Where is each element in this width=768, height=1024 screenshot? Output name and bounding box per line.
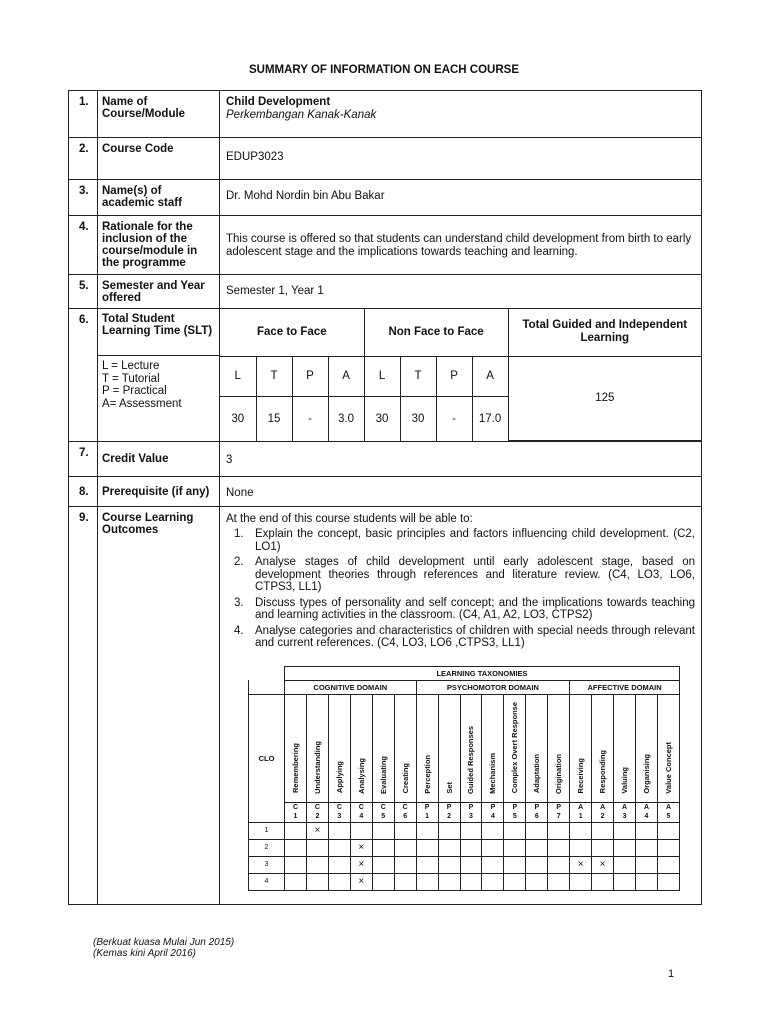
taxonomy-code: P 7: [548, 802, 570, 822]
footer-line-1: (Berkuat kuasa Mulai Jun 2015): [93, 937, 235, 948]
taxonomy-mark: ×: [350, 839, 372, 856]
taxonomy-cell: [570, 873, 592, 890]
taxonomy-cell: [657, 856, 679, 873]
outcome-item: 3. Discuss types of personality and self concept; and the implications towards teaching and learning activities in the classroom. (C4, A1, A2, LO3, CTPS2): [234, 596, 695, 621]
legend-tutorial: T = Tutorial: [102, 372, 160, 385]
taxonomy-mark: ×: [592, 856, 614, 873]
academic-staff: Dr. Mohd Nordin bin Abu Bakar: [220, 180, 702, 216]
row-slt: [69, 309, 702, 442]
learning-outcomes-cell: [220, 507, 702, 905]
taxonomy-code: C 1: [285, 802, 307, 822]
taxonomy-row: [249, 873, 680, 890]
taxonomy-column-header: Perception: [416, 694, 438, 802]
taxonomy-cell: [548, 822, 570, 839]
taxonomy-title: LEARNING TAXONOMIES: [285, 666, 680, 680]
guided-learning-header: Total Guided and Independent Learning: [508, 309, 701, 356]
taxonomy-code: A 1: [570, 802, 592, 822]
row-label: Name of Course/Module: [98, 91, 220, 138]
rationale-text: This course is offered so that students can understand child development from birth to early adolescent stage and the implications towards teaching and learning.: [220, 216, 702, 275]
course-code: EDUP3023: [220, 138, 702, 180]
taxonomy-code: C 4: [350, 802, 372, 822]
slt-header: T: [400, 356, 436, 396]
clo-number: 4: [249, 873, 285, 890]
taxonomy-cell: [372, 873, 394, 890]
outcome-item: 2. Analyse stages of child development until early adolescent stage, based on development theories through references and literature review. (C4, LO3, LO6, CTPS3, LL1): [234, 556, 695, 593]
taxonomy-cell: [614, 856, 636, 873]
slt-header: A: [328, 356, 364, 396]
footer-note: [93, 937, 234, 959]
row-academic-staff: [69, 180, 702, 216]
taxonomy-column-header: Responding: [592, 694, 614, 802]
taxonomy-cell: [460, 856, 482, 873]
taxonomy-cell: [306, 873, 328, 890]
row-number: 1.: [69, 91, 98, 138]
taxonomy-cell: [614, 873, 636, 890]
taxonomy-code: A 4: [636, 802, 658, 822]
row-number: 3.: [69, 180, 98, 216]
taxonomy-cell: [416, 839, 438, 856]
taxonomy-cell: [328, 856, 350, 873]
taxonomy-cell: [504, 856, 526, 873]
taxonomy-column-header: Origination: [548, 694, 570, 802]
clo-number: 2: [249, 839, 285, 856]
taxonomy-cell: [306, 839, 328, 856]
taxonomy-column-header: Organising: [636, 694, 658, 802]
taxonomy-cell: [482, 873, 504, 890]
taxonomy-column-header: Guided Responses: [460, 694, 482, 802]
taxonomy-mark: ×: [306, 822, 328, 839]
taxonomy-row: [249, 839, 680, 856]
taxonomy-cell: [394, 873, 416, 890]
taxonomy-cell: [614, 839, 636, 856]
taxonomy-cell: [526, 839, 548, 856]
taxonomy-mark: ×: [350, 856, 372, 873]
taxonomy-column-header: Creating: [394, 694, 416, 802]
non-face-to-face-header: Non Face to Face: [364, 309, 508, 356]
slt-value: 30: [364, 396, 400, 441]
slt-table-cell: [220, 309, 702, 442]
psychomotor-domain-header: PSYCHOMOTOR DOMAIN: [416, 680, 570, 694]
taxonomy-cell: [570, 839, 592, 856]
taxonomy-cell: [394, 839, 416, 856]
taxonomy-cell: [306, 856, 328, 873]
face-to-face-header: Face to Face: [220, 309, 364, 356]
taxonomy-code: P 4: [482, 802, 504, 822]
taxonomy-cell: [416, 856, 438, 873]
slt-value: 3.0: [328, 396, 364, 441]
affective-domain-header: AFFECTIVE DOMAIN: [570, 680, 680, 694]
taxonomy-cell: [504, 822, 526, 839]
taxonomy-cell: [482, 856, 504, 873]
taxonomy-mark: ×: [350, 873, 372, 890]
slt-value: 17.0: [472, 396, 508, 441]
slt-header: L: [364, 356, 400, 396]
taxonomy-cell: [416, 822, 438, 839]
taxonomy-column-header: Applying: [328, 694, 350, 802]
row-number: 8.: [69, 477, 98, 507]
taxonomy-cell: [548, 856, 570, 873]
slt-table: [220, 309, 701, 441]
taxonomy-code: P 5: [504, 802, 526, 822]
taxonomy-column-header: Complex Overt Response: [504, 694, 526, 802]
semester-value: Semester 1, Year 1: [220, 275, 702, 309]
taxonomy-cell: [328, 839, 350, 856]
row-course-name: [69, 91, 702, 138]
clo-number: 3: [249, 856, 285, 873]
taxonomy-column-header: Mechanism: [482, 694, 504, 802]
taxonomy-code: C 2: [306, 802, 328, 822]
slt-value: -: [292, 396, 328, 441]
taxonomy-cell: [394, 856, 416, 873]
page-title: SUMMARY OF INFORMATION ON EACH COURSE: [248, 64, 520, 76]
row-credit-value: [69, 442, 702, 477]
outcomes-list: [226, 528, 695, 650]
taxonomy-code: C 3: [328, 802, 350, 822]
course-name-en: Child Development: [226, 96, 331, 108]
taxonomy-cell: [636, 873, 658, 890]
taxonomy-cell: [570, 822, 592, 839]
slt-label-cell: [98, 309, 220, 442]
legend-practical: P = Practical: [102, 385, 167, 397]
row-semester: [69, 275, 702, 309]
taxonomy-mark: ×: [570, 856, 592, 873]
slt-total: 125: [508, 356, 701, 441]
row-number: 7.: [69, 442, 98, 477]
taxonomy-column-header: Evaluating: [372, 694, 394, 802]
taxonomy-cell: [460, 822, 482, 839]
slt-value: 30: [400, 396, 436, 441]
taxonomy-row: [249, 856, 680, 873]
taxonomy-code: A 2: [592, 802, 614, 822]
course-name-cell: [220, 91, 702, 138]
taxonomy-code: C 6: [394, 802, 416, 822]
taxonomy-cell: [460, 839, 482, 856]
course-info-table: [68, 90, 702, 905]
row-number: 5.: [69, 275, 98, 309]
taxonomy-cell: [416, 873, 438, 890]
slt-header: P: [436, 356, 472, 396]
taxonomy-cell: [285, 873, 307, 890]
taxonomy-cell: [504, 873, 526, 890]
taxonomy-column-header: Set: [438, 694, 460, 802]
taxonomy-cell: [636, 856, 658, 873]
taxonomy-cell: [438, 822, 460, 839]
row-number: 6.: [69, 309, 98, 442]
slt-header: P: [292, 356, 328, 396]
outcome-item: 4. Analyse categories and characteristics of children with special needs through relevant and current references. (C4, LO3, LO6 ,CTPS3, LL1): [234, 624, 695, 649]
slt-value: 15: [256, 396, 292, 441]
taxonomy-cell: [438, 839, 460, 856]
taxonomy-cell: [504, 839, 526, 856]
taxonomy-row: [249, 822, 680, 839]
taxonomy-code: P 2: [438, 802, 460, 822]
row-label: Name(s) of academic staff: [98, 180, 220, 216]
page-number: 1: [668, 968, 675, 980]
row-number: 9.: [69, 507, 98, 905]
taxonomy-cell: [548, 873, 570, 890]
taxonomy-cell: [526, 822, 548, 839]
row-label: Credit Value: [98, 442, 220, 477]
credit-value: 3: [220, 442, 702, 477]
taxonomy-code: P 1: [416, 802, 438, 822]
clo-header: CLO: [249, 694, 285, 822]
taxonomy-column-header: Valuing: [614, 694, 636, 802]
row-course-code: [69, 138, 702, 180]
taxonomy-cell: [657, 822, 679, 839]
outcome-item: 1. Explain the concept, basic principles and factors influencing child development. (C2, LO1): [234, 528, 695, 553]
row-label: Semester and Year offered: [98, 275, 220, 309]
taxonomy-cell: [592, 839, 614, 856]
taxonomy-cell: [592, 822, 614, 839]
taxonomy-cell: [328, 822, 350, 839]
slt-header: L: [220, 356, 256, 396]
taxonomy-cell: [657, 873, 679, 890]
taxonomy-cell: [548, 839, 570, 856]
taxonomy-cell: [482, 822, 504, 839]
clo-number: 1: [249, 822, 285, 839]
taxonomy-cell: [285, 822, 307, 839]
taxonomy-cell: [285, 839, 307, 856]
learning-taxonomies-table: [248, 666, 680, 891]
slt-header: A: [472, 356, 508, 396]
taxonomy-cell: [636, 822, 658, 839]
taxonomy-cell: [526, 856, 548, 873]
cognitive-domain-header: COGNITIVE DOMAIN: [285, 680, 417, 694]
row-number: 2.: [69, 138, 98, 180]
taxonomy-cell: [394, 822, 416, 839]
row-rationale: [69, 216, 702, 275]
row-label: Rationale for the inclusion of the course/module in the programme: [98, 216, 220, 275]
taxonomy-code: A 3: [614, 802, 636, 822]
taxonomy-cell: [285, 856, 307, 873]
row-learning-outcomes: [69, 507, 702, 905]
taxonomy-cell: [350, 822, 372, 839]
prerequisite-value: None: [220, 477, 702, 507]
course-name-ms: Perkembangan Kanak-Kanak: [226, 109, 377, 121]
slt-header: T: [256, 356, 292, 396]
taxonomy-column-header: Value Concept: [657, 694, 679, 802]
slt-value: 30: [220, 396, 256, 441]
row-label: Course Code: [98, 138, 220, 180]
taxonomy-cell: [372, 856, 394, 873]
taxonomy-code: C 5: [372, 802, 394, 822]
outcomes-intro: At the end of this course students will be able to:: [226, 513, 473, 525]
taxonomy-cell: [372, 839, 394, 856]
taxonomy-column-header: Receiving: [570, 694, 592, 802]
taxonomy-column-header: Adaptation: [526, 694, 548, 802]
taxonomy-cell: [636, 839, 658, 856]
footer-line-2: (Kemas kini April 2016): [93, 948, 197, 959]
taxonomy-column-header: Analysing: [350, 694, 372, 802]
taxonomy-code: P 6: [526, 802, 548, 822]
taxonomy-cell: [438, 873, 460, 890]
taxonomy-column-header: Understanding: [306, 694, 328, 802]
taxonomy-column-header: Remembering: [285, 694, 307, 802]
row-label: Course Learning Outcomes: [98, 507, 220, 905]
row-prerequisite: [69, 477, 702, 507]
legend-assessment: A= Assessment: [102, 397, 182, 410]
slt-label: Total Student Learning Time (SLT): [98, 309, 219, 356]
taxonomy-cell: [526, 873, 548, 890]
taxonomy-cell: [592, 873, 614, 890]
taxonomy-cell: [614, 822, 636, 839]
row-number: 4.: [69, 216, 98, 275]
slt-value: -: [436, 396, 472, 441]
row-label: Prerequisite (if any): [98, 477, 220, 507]
taxonomy-cell: [328, 873, 350, 890]
taxonomy-cell: [372, 822, 394, 839]
legend-lecture: L = Lecture: [102, 360, 160, 372]
taxonomy-cell: [482, 839, 504, 856]
taxonomy-cell: [460, 873, 482, 890]
taxonomy-cell: [438, 856, 460, 873]
slt-legend: [98, 356, 219, 410]
taxonomy-cell: [657, 839, 679, 856]
taxonomy-code: A 5: [657, 802, 679, 822]
taxonomy-code: P 3: [460, 802, 482, 822]
